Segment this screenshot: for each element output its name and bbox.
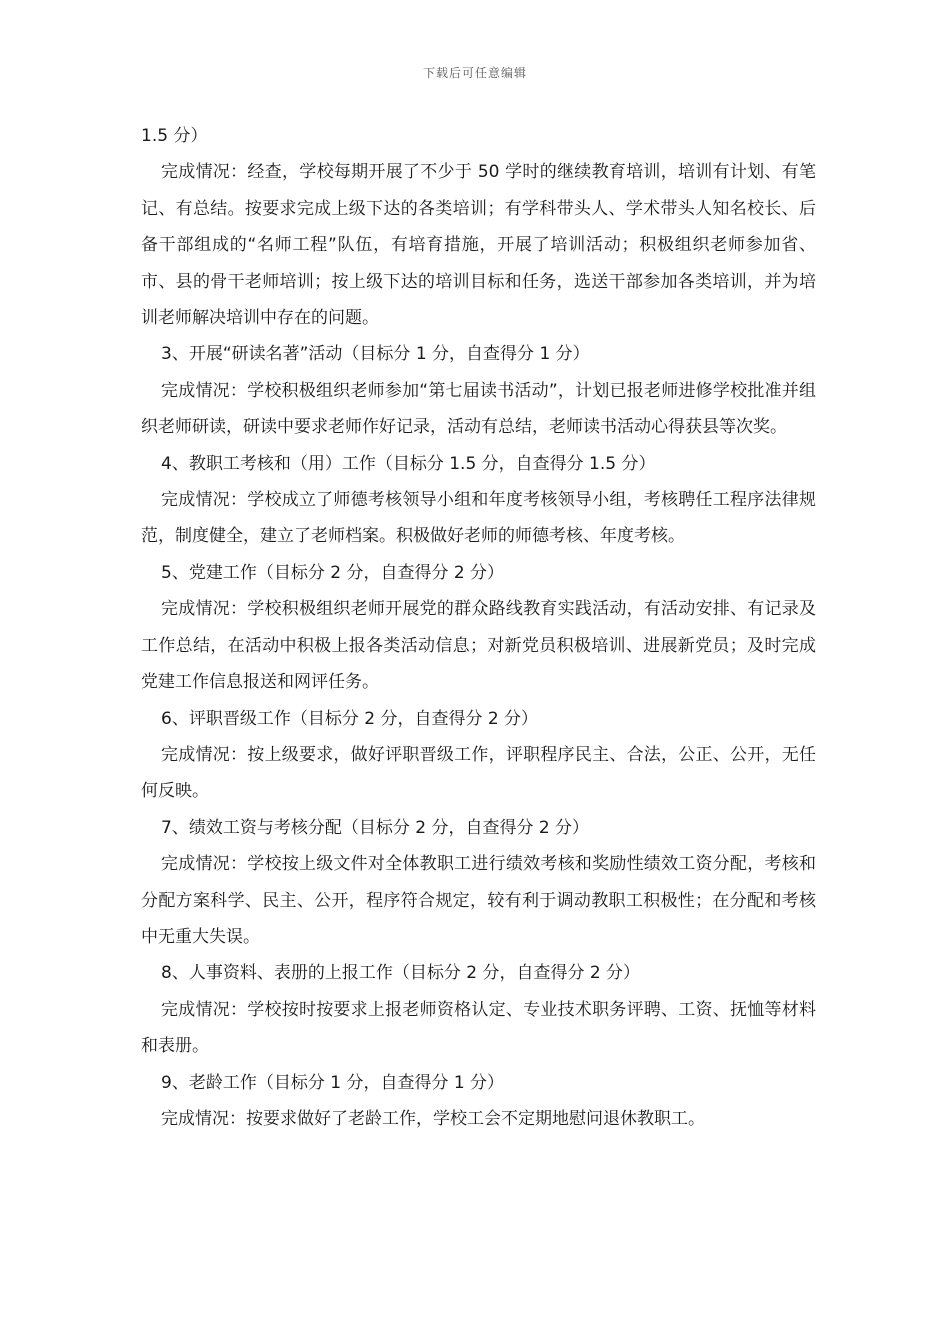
document-body — [141, 118, 816, 1137]
paragraph: 完成情况：学校成立了师德考核领导小组和年度考核领导小组，考核聘任工程序法律规范，制度健全，建立了老师档案。积极做好老师的师德考核、年度考核。 — [141, 490, 816, 547]
section-heading: 4、教职工考核和（用）工作（目标分 1.5 分，自查得分 1.5 分） — [161, 453, 656, 474]
paragraph: 完成情况：按上级要求，做好评职晋级工作，评职程序民主、合法，公正、公开，无任何反映。 — [141, 744, 816, 802]
paragraph: 1.5 分） — [141, 126, 208, 146]
paragraph: 完成情况：学校积极组织老师参加“第七届读书活动”，计划已报老师进修学校批准并组织老师研读，研读中要求老师作好记录，活动有总结，老师读书活动心得获县等次奖。 — [141, 380, 816, 438]
paragraph: 完成情况：学校积极组织老师开展党的群众路线教育实践活动，有活动安排、有记录及工作总结，在活动中积极上报各类活动信息；对新党员积极培训、进展新党员；及时完成党建工作信息报送和网评任务。 — [141, 599, 816, 693]
section-heading: 9、老龄工作（目标分 1 分，自查得分 1 分） — [161, 1072, 505, 1093]
paragraph: 完成情况：学校按上级文件对全体教职工进行绩效考核和奖励性绩效工资分配，考核和分配方案科学、民主、公开，程序符合规定，较有利于调动教职工积极性；在分配和考核中无重大失误。 — [141, 854, 816, 947]
section-heading: 6、评职晋级工作（目标分 2 分，自查得分 2 分） — [161, 708, 539, 729]
section-heading: 7、绩效工资与考核分配（目标分 2 分，自查得分 2 分） — [161, 817, 590, 838]
paragraph: 完成情况：学校按时按要求上报老师资格认定、专业技术职务评聘、工资、抚恤等材料和表册。 — [141, 999, 816, 1057]
page-header-note: 下载后可任意编辑 — [422, 66, 527, 80]
section-heading: 3、开展“研读名著”活动（目标分 1 分，自查得分 1 分） — [161, 344, 590, 365]
section-heading: 8、人事资料、表册的上报工作（目标分 2 分，自查得分 2 分） — [161, 963, 641, 984]
paragraph: 完成情况：按要求做好了老龄工作，学校工会不定期地慰问退休教职工。 — [161, 1108, 705, 1129]
paragraph: 完成情况：经查，学校每期开展了不少于 50 学时的继续教育培训，培训有计划、有笔记、有总结。按要求完成上级下达的各类培训；有学科带头人、学术带头人知名校长、后备干部组成的“名师工程”队伍，有培育措施，开展了培训活动；积极组织老师参加省、市、县的骨干老师培训；按上级下达的培训目标和任务，选送干部参加各类培训，并为培训老师解决培训中存在的问题。 — [141, 162, 816, 329]
section-heading: 5、党建工作（目标分 2 分，自查得分 2 分） — [161, 562, 505, 583]
